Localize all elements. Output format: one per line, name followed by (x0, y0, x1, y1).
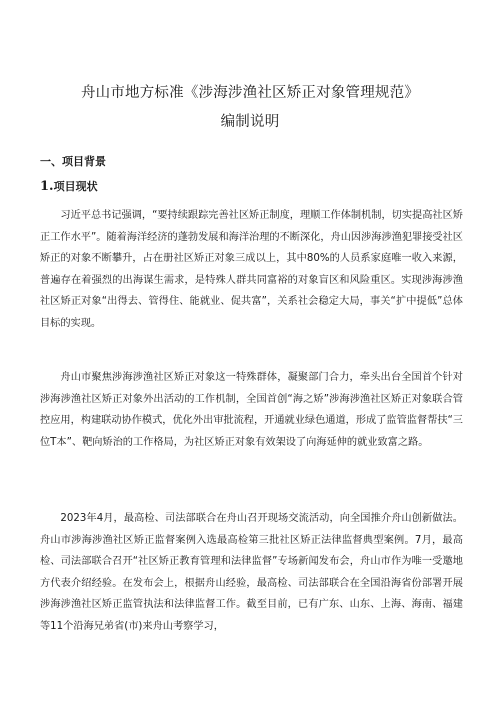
subsection-number: 1. (40, 179, 54, 194)
document-title: 舟山市地方标准《涉海涉渔社区矫正对象管理规范》 (80, 85, 420, 101)
body-paragraph: 习近平总书记强调，“要持续跟踪完善社区矫正制度，理顺工作体制机制，切实提高社区矫正工作水平”。随着海洋经济的蓬勃发展和海洋治理的不断深化，舟山因涉海涉渔犯罪接受社区矫正的对象不断攀升，占在册社区矫正对象三成以上，其中80%的人员系家庭唯一收入来源，普遍存在着强烈的出海谋生需求，是特殊人群共同富裕的对象盲区和风险重区。实现涉海涉渔社区矫正对象“出得去、管得住、能就业、促共富”，关系社会稳定大局，事关“扩中提低”总体目标的实现。 (40, 210, 463, 329)
subsection-heading (40, 180, 98, 194)
body-paragraph: 2023年4月，最高检、司法部联合在舟山召开现场交流活动，向全国推介舟山创新做法。舟山市涉海涉渔社区矫正监督案例入选最高检第三批社区矫正法律监督典型案例。7月，最高检、司法部联合召开“社区矫正教育管理和法律监督”专场新闻发布会，舟山市作为唯一受邀地方代表介绍经验。在发布会上，根据舟山经验，最高检、司法部联合在全国沿海省份部署开展涉海涉渔社区矫正监管执法和法律监督工作。截至目前，已有广东、山东、上海、海南、福建等11个沿海兄弟省(市)来舟山考察学习， (40, 513, 463, 632)
body-paragraph: 舟山市聚焦涉海涉渔社区矫正对象这一特殊群体，凝聚部门合力，牵头出台全国首个针对涉海涉渔社区矫正对象外出活动的工作机制，全国首创“海之矫”涉海涉渔社区矫正对象联合管控应用，构建联动协作模式，优化外出审批流程，开通就业绿色通道，形成了监管监督帮扶“三位T本”、靶向矫治的工作格局，为社区矫正对象有效架设了向海延伸的就业致富之路。 (40, 372, 463, 448)
document-subtitle: 编制说明 (220, 114, 280, 130)
subsection-label: 项目现状 (53, 180, 98, 193)
section-heading: 一、项目背景 (40, 155, 106, 168)
